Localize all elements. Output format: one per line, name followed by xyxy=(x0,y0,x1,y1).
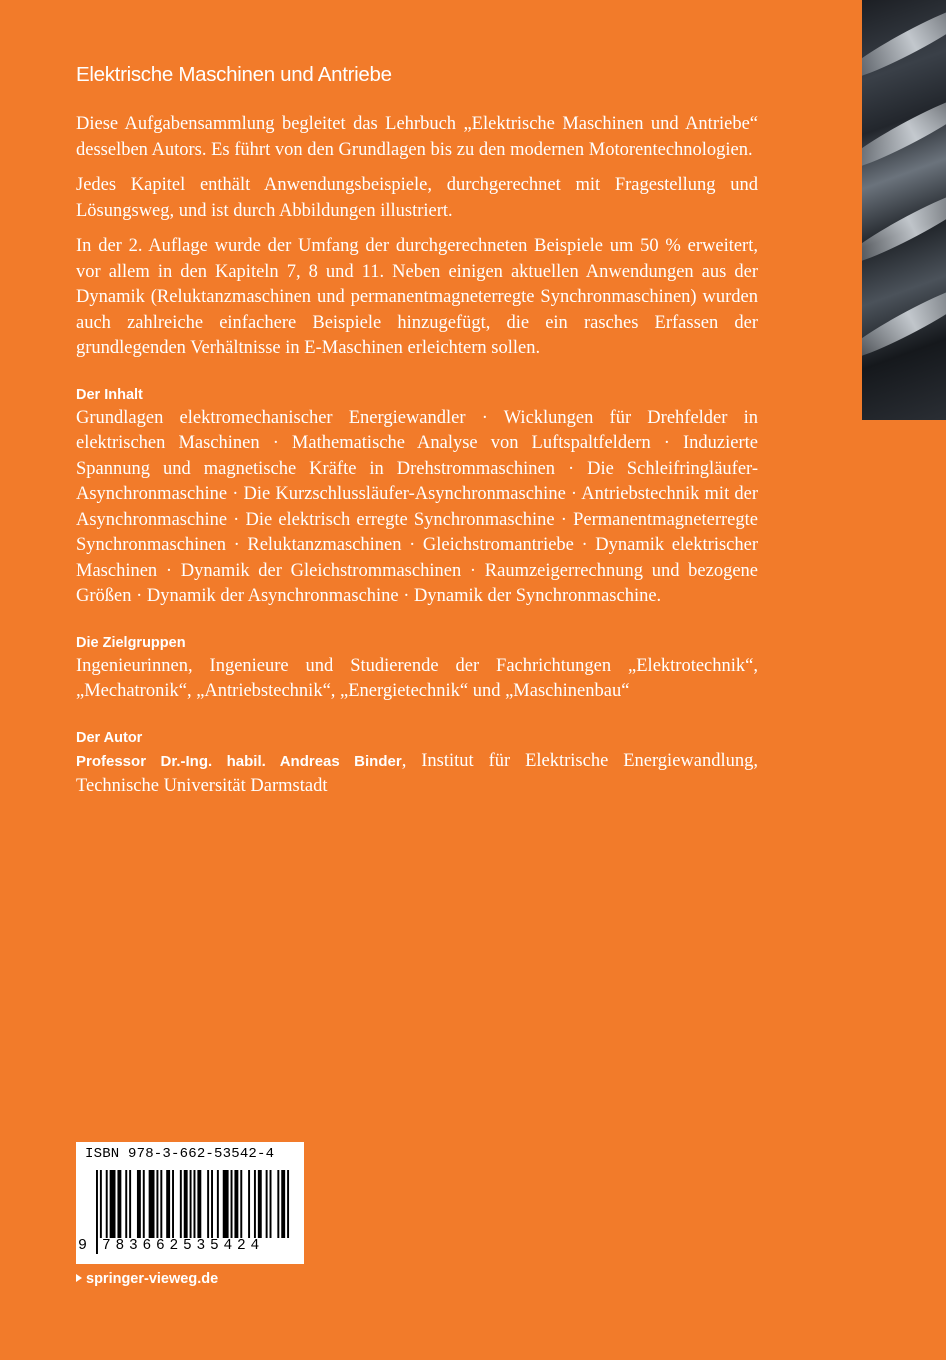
section-heading-zielgruppen: Die Zielgruppen xyxy=(76,634,186,651)
ean-digits: 783662535424 xyxy=(98,1238,293,1256)
contents-list: Grundlagen elektromechanischer Energiewandler · Wicklungen für Drehfelder in elektrischen Maschinen · Mathematische Analyse von Luftspaltfeldern · Induzierte Spannung und magnetische Kräfte in Drehstrommaschinen · Die Schleifringläufer-Asynchronmaschine · Die Kurzschlussläufer-Asynchronmaschine · Antriebstechnik mit der Asynchronmaschine · Die elektrisch erregte Synchronmaschine · Permanentmagneterregte Synchronmaschinen · Reluktanzmaschinen · Gleichstromantriebe · Dynamik elektrischer Maschinen · Dynamik der Gleichstrommaschinen · Raumzeigerrechnung und bezogene Größen · Dynamik der Asynchronmaschine · Dynamik der Synchronmaschine. xyxy=(76,407,758,606)
section-heading-inhalt: Der Inhalt xyxy=(76,386,143,403)
cover-photo-strip xyxy=(862,0,946,420)
isbn-barcode xyxy=(76,1142,304,1264)
section-heading-autor: Der Autor xyxy=(76,729,143,746)
author-text xyxy=(76,749,758,800)
publisher-url[interactable] xyxy=(76,1271,218,1287)
book-title: Elektrische Maschinen und Antriebe xyxy=(76,63,392,86)
arrow-icon xyxy=(76,1274,82,1282)
description-paragraph: Diese Aufgabensammlung begleitet das Lehrbuch „Elektrische Maschinen und Antriebe“ desselben Autors. Es führt von den Grundlagen bis zu den modernen Motorentechnologien. xyxy=(76,114,758,160)
author-name: Professor Dr.-Ing. habil. Andreas Binder xyxy=(76,752,402,770)
author-affiliation: , Institut für Elektrische Energiewandlung, Technische Universität Darmstadt xyxy=(76,750,758,796)
back-cover-text xyxy=(76,60,758,810)
target-audience-text: Ingenieurinnen, Ingenieure und Studierende der Fachrichtungen „Elektrotechnik“, „Mechatronik“, „Antriebstechnik“, „Energietechnik“ und „Maschinenbau“ xyxy=(76,655,758,701)
isbn-label: ISBN 978-3-662-53542-4 xyxy=(85,1146,275,1162)
ean-first-digit: 9 xyxy=(78,1237,88,1254)
publisher-url-text: springer-vieweg.de xyxy=(86,1271,219,1287)
description-paragraph: Jedes Kapitel enthält Anwendungsbeispiele, durchgerechnet mit Fragestellung und Lösungsweg, und ist durch Abbildungen illustriert. xyxy=(76,175,758,221)
description-paragraph: In der 2. Auflage wurde der Umfang der durchgerechneten Beispiele um 50 % erweitert, vor allem in den Kapiteln 7, 8 und 11. Neben einigen aktuellen Anwendungen aus der Dynamik (Reluktanzmaschinen und permanentmagneterregte Synchronmaschinen) wurden auch zahlreiche einfachere Beispiele hinzugefügt, die ein rasches Erfassen der grundlegenden Verhältnisse in E-Maschinen erleichtern sollen. xyxy=(76,236,758,358)
